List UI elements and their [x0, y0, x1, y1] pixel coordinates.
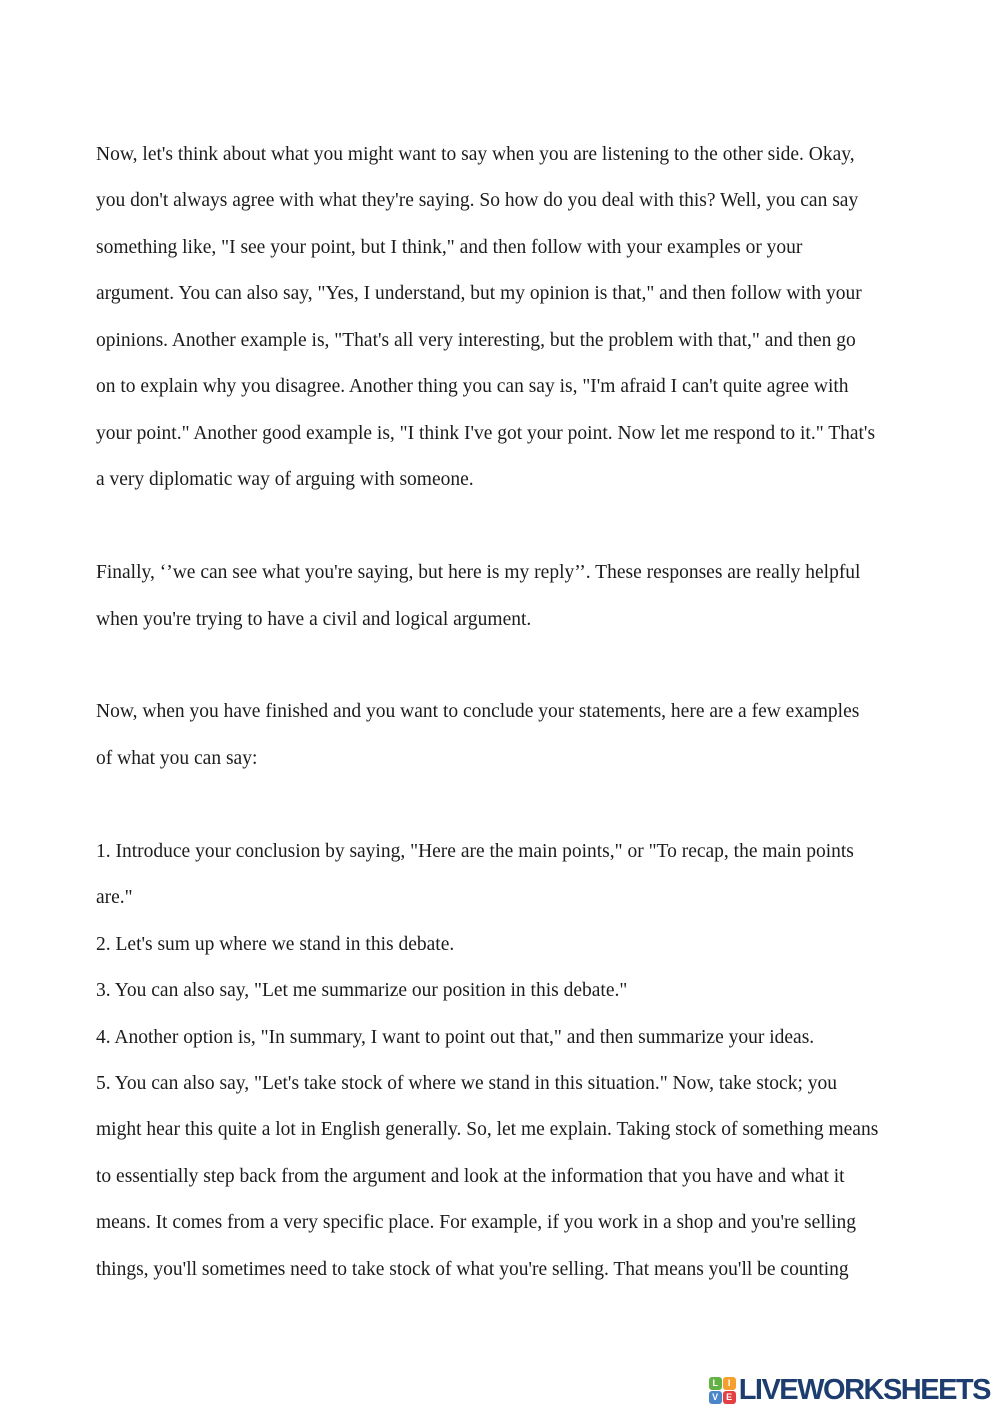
text-line: you don't always agree with what they're saying. So how do you deal with this? Well, you can say — [96, 190, 859, 212]
text-line: of what you can say: — [96, 747, 258, 769]
text-line: 3. You can also say, "Let me summarize our position in this debate." — [96, 980, 628, 1002]
text-line: Now, let's think about what you might want to say when you are listening to the other side. Okay, — [96, 144, 855, 165]
text-line: when you're trying to have a civil and logical argument. — [96, 608, 532, 630]
text-line: to essentially step back from the argument and look at the information that you have and what it — [96, 1165, 845, 1187]
paragraph — [96, 132, 914, 504]
text-line: on to explain why you disagree. Another thing you can say is, "I'm afraid I can't quite agree with — [96, 376, 849, 398]
text-line: a very diplomatic way of arguing with someone. — [96, 469, 474, 491]
text-line: might hear this quite a lot in English generally. So, let me explain. Taking stock of something means — [96, 1119, 879, 1141]
paragraph — [96, 550, 914, 643]
liveworksheets-logo-icon — [709, 1377, 736, 1404]
text-line: 1. Introduce your conclusion by saying, "Here are the main points," or "To recap, the main points — [96, 840, 854, 862]
text-line: something like, "I see your point, but I think," and then follow with your examples or your — [96, 236, 803, 258]
text-line: Now, when you have finished and you want to conclude your statements, here are a few examples — [96, 701, 860, 723]
text-line: 2. Let's sum up where we stand in this debate. — [96, 933, 455, 955]
logo-tile-i: I — [723, 1377, 736, 1390]
text-line: Finally, ‘’we can see what you're saying, but here is my reply’’. These responses are really helpful — [96, 562, 861, 584]
text-line: opinions. Another example is, "That's all very interesting, but the problem with that," and then go — [96, 329, 856, 351]
text-line: your point." Another good example is, "I think I've got your point. Now let me respond to it." That's — [96, 422, 876, 444]
logo-text: LIVEWORKSHEETS — [738, 1374, 990, 1406]
text-line: means. It comes from a very specific place. For example, if you work in a shop and you're selling — [96, 1212, 856, 1234]
logo-tile-e: E — [723, 1391, 736, 1404]
paragraph — [96, 689, 914, 782]
text-line: things, you'll sometimes need to take stock of what you're selling. That means you'll be counting — [96, 1258, 849, 1280]
liveworksheets-logo[interactable] — [709, 1376, 990, 1405]
text-line: are." — [96, 887, 133, 909]
paragraph — [96, 829, 914, 1294]
document-text — [96, 132, 914, 1293]
text-line: 5. You can also say, "Let's take stock of where we stand in this situation." Now, take stock; you — [96, 1073, 837, 1095]
logo-tile-v: V — [709, 1391, 722, 1404]
logo-tile-l: L — [709, 1377, 722, 1390]
text-line: argument. You can also say, "Yes, I understand, but my opinion is that," and then follow with your — [96, 283, 862, 305]
text-line: 4. Another option is, "In summary, I want to point out that," and then summarize your ideas. — [96, 1026, 815, 1048]
